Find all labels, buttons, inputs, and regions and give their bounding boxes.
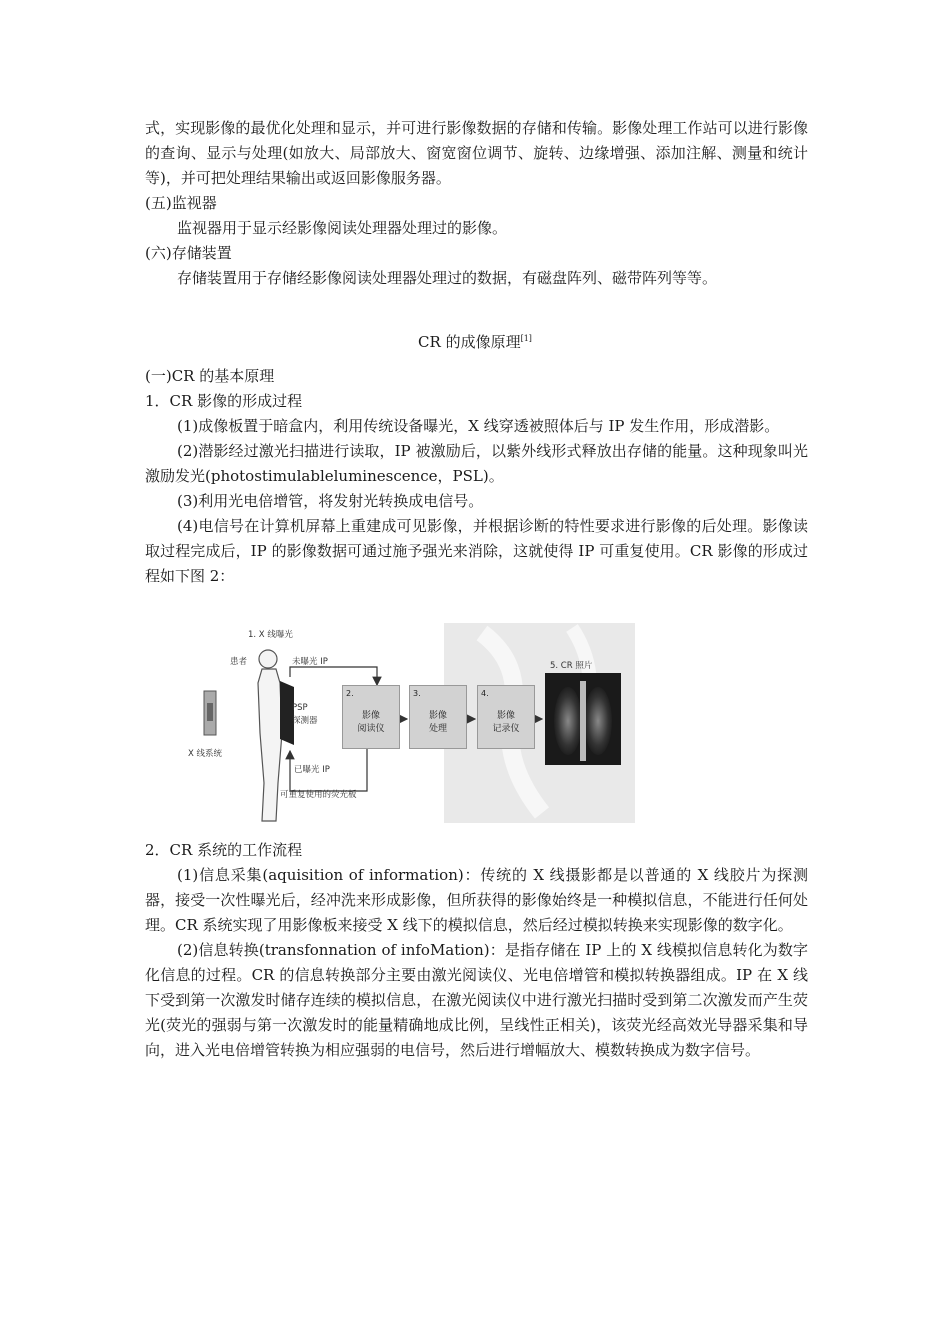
box-text [478, 710, 534, 736]
step-3: (3)利用光电倍增管，将发射光转换成电信号。 [177, 492, 484, 510]
box-number: 4. [481, 689, 489, 698]
box-image-processing [409, 685, 467, 749]
intro-paragraph: 式，实现影像的最优化处理和显示，并可进行影像数据的存储和传输。影像处理工作站可以进行影像的查询、显示与处理(如放大、局部放大、窗宽窗位调节、旋转、边缘增强、添加注解、测量和统计等)，并可把处理结果输出或返回影像服务器。 [145, 119, 808, 187]
chest-xray-film-icon [545, 673, 621, 765]
step-1: (1)成像板置于暗盒内，利用传统设备曝光，X 线穿透被照体后与 IP 发生作用，形成潜影。 [177, 417, 780, 435]
label-patient: 患者 [230, 657, 248, 667]
label-psp: PSP [292, 703, 308, 713]
label-detector: 探测器 [292, 716, 318, 726]
citation-ref: [1] [520, 334, 532, 343]
subheading-basic: (一)CR 的基本原理 [145, 367, 275, 385]
box-line: 影像 [361, 711, 380, 721]
box-line: 影像 [496, 711, 515, 721]
xray-tube-icon [204, 691, 216, 735]
workflow-acquisition: (1)信息采集(aquisition of information)：传统的 X 线摄影都是以普通的 X 线胶片为探测器，接受一次性曝光后，经冲洗来形成影像，但所获得的影像始终是一种模拟信息，不能进行任何处理。CR 系统实现了用影像板来接受 X 线下的模拟信息，然后经过模拟转换来实现影像的数字化。 [145, 866, 808, 934]
monitor-paragraph: 监视器用于显示经影像阅读处理器处理过的影像。 [177, 219, 508, 237]
heading-storage: (六)存储装置 [145, 244, 232, 262]
box-image-recorder [477, 685, 535, 749]
box-line: 记录仪 [492, 724, 520, 734]
patient-silhouette-icon [258, 650, 282, 821]
section-title-text: CR 的成像原理 [418, 333, 521, 351]
box-line: 阅读仪 [357, 724, 385, 734]
label-reusable-plate: 可重复使用的荧光板 [280, 790, 357, 800]
label-xray-system: X 线系统 [188, 749, 223, 759]
principle-block [145, 364, 808, 589]
heading-monitor: (五)监视器 [145, 194, 217, 212]
label-unexposed-ip: 未曝光 IP [292, 657, 328, 667]
label-cr-film: 5. CR 照片 [550, 661, 593, 671]
label-xray-exposure: 1. X 线曝光 [248, 630, 293, 640]
workflow-conversion: (2)信息转换(transfonnation of infoMation)：是指存储在 IP 上的 X 线模拟信息转化为数字化信息的过程。CR 的信息转换部分主要由激光阅读仪、光电倍增管和模拟转换器组成。IP 在 X 线下受到第一次激发时储存连续的模拟信息，在激光阅读仪中进行激光扫描时受到第二次激发而产生荧光(荧光的强弱与第一次激发时的能量精确地成比例，呈线性正相关)，该荧光经高效光导器采集和导向，进入光电倍增管转换为相应强弱的电信号，然后进行增幅放大、模数转换成为数字信号。 [145, 941, 808, 1059]
step-2: (2)潜影经过激光扫描进行读取，IP 被激励后，以紫外线形式释放出存储的能量。这种现象叫光激励发光(photostimulableluminescence，PSL)。 [145, 442, 808, 485]
cr-process-figure [182, 623, 635, 823]
intro-block [145, 116, 808, 291]
storage-paragraph: 存储装置用于存储经影像阅读处理器处理过的数据，有磁盘阵列、磁带阵列等等。 [177, 269, 718, 287]
item-heading-formation: 1．CR 影像的形成过程 [145, 392, 303, 410]
box-number: 2. [346, 689, 354, 698]
psp-detector-plate [280, 681, 294, 745]
step-4: (4)电信号在计算机屏幕上重建成可见影像，并根据诊断的特性要求进行影像的后处理。影像读取过程完成后，IP 的影像数据可通过施予强光来消除，这就使得 IP 可重复使用。CR 影像的形成过程如下图 2： [145, 517, 808, 585]
section-title [0, 331, 950, 352]
item-heading-workflow: 2．CR 系统的工作流程 [145, 841, 303, 859]
workflow-block [145, 838, 808, 1063]
box-number: 3. [413, 689, 421, 698]
box-text [410, 710, 466, 736]
box-line: 影像 [428, 711, 447, 721]
box-line: 处理 [428, 724, 447, 734]
box-text [343, 710, 399, 736]
label-exposed-ip: 已曝光 IP [294, 765, 330, 775]
box-image-reader [342, 685, 400, 749]
